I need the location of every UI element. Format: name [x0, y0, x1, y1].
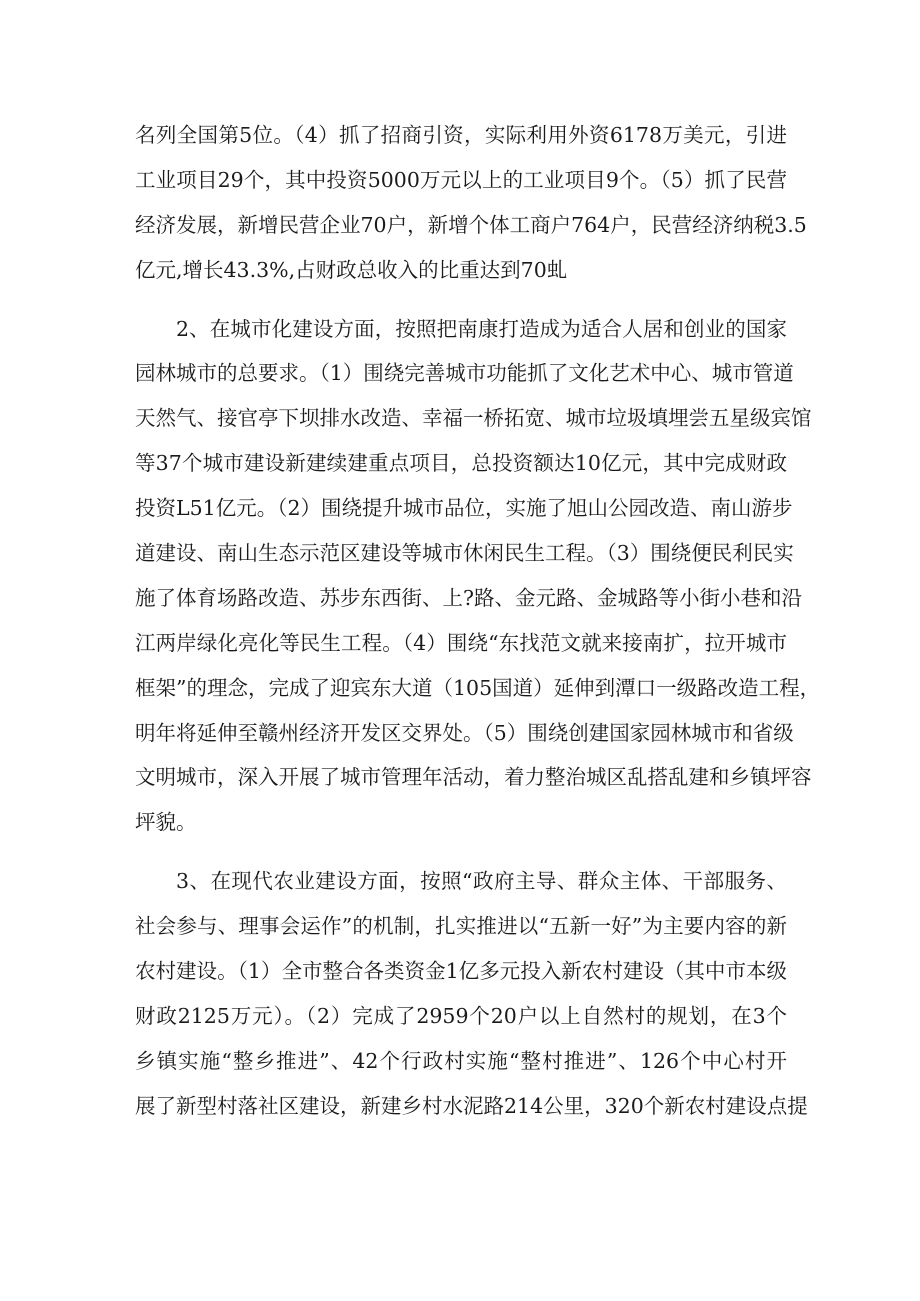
paragraph-2 [135, 307, 821, 846]
text-line: 施了体育场路改造、苏步东西街、上?路、金元路、金城路等小街小巷和沿 [135, 585, 802, 610]
text-line: 财政2125万元）。（2）完成了2959个20户以上自然村的规划，在3个 [135, 1003, 787, 1028]
text-line: 2、在城市化建设方面，按照把南康打造成为适合人居和创业的国家 [176, 316, 787, 341]
text-line: 3、在现代农业建设方面，按照“政府主导、群众主体、干部服务、 [176, 869, 787, 894]
text-line: 江两岸绿化亮化等民生工程。（4）围绕“东找范文就来接南扩，拉开城市 [135, 630, 787, 655]
text-line: 工业项目29个，其中投资5000万元以上的工业项目9个。（5）抓了民营 [135, 167, 787, 192]
text-line: 明年将延伸至赣州经济开发区交界处。（5）围绕创建国家园林城市和省级 [135, 720, 794, 745]
paragraph-1 [135, 113, 807, 293]
text-line: 坪貌。 [135, 810, 197, 835]
text-line: 亿元,增长43.3%,占财政总收入的比重达到70虬 [135, 257, 568, 282]
text-line: 道建设、南山生态示范区建设等城市休闲民生工程。（3）围绕便民利民实 [135, 541, 794, 566]
paragraph-3 [135, 859, 808, 1128]
text-line: 社会参与、理事会运作”的机制，扎实推进以“五新一好”为主要内容的新 [135, 914, 787, 939]
text-line: 乡镇实施“整乡推进”、42个行政村实施“整村推进”、126个中心村开 [135, 1048, 787, 1073]
text-line: 园林城市的总要求。（1）围绕完善城市功能抓了文化艺术中心、城市管道 [135, 361, 794, 386]
text-line: 展了新型村落社区建设，新建乡村水泥路214公里，320个新农村建设点提 [135, 1093, 808, 1118]
text-line: 天然气、接官亭下坝排水改造、幸福一桥拓宽、城市垃圾填埋尝五星级宾馆 [135, 406, 812, 431]
text-line: 文明城市，深入开展了城市管理年活动，着力整治城区乱搭乱建和乡镇坪容 [135, 765, 812, 790]
text-line: 框架”的理念，完成了迎宾东大道（105国道）延伸到潭口一级路改造工程， [135, 675, 821, 700]
document-body [135, 113, 821, 1129]
text-line: 投资L51亿元。（2）围绕提升城市品位，实施了旭山公园改造、南山游步 [135, 496, 793, 521]
text-line: 名列全国第5位。（4）抓了招商引资，实际利用外资6178万美元，引进 [135, 123, 787, 147]
text-line: 经济发展，新增民营企业70户，新增个体工商户764户，民营经济纳税3.5 [135, 212, 807, 237]
text-line: 等37个城市建设新建续建重点项目，总投资额达10亿元，其中完成财政 [135, 451, 787, 476]
text-line: 农村建设。（1）全市整合各类资金1亿多元投入新农村建设（其中市本级 [135, 959, 787, 984]
